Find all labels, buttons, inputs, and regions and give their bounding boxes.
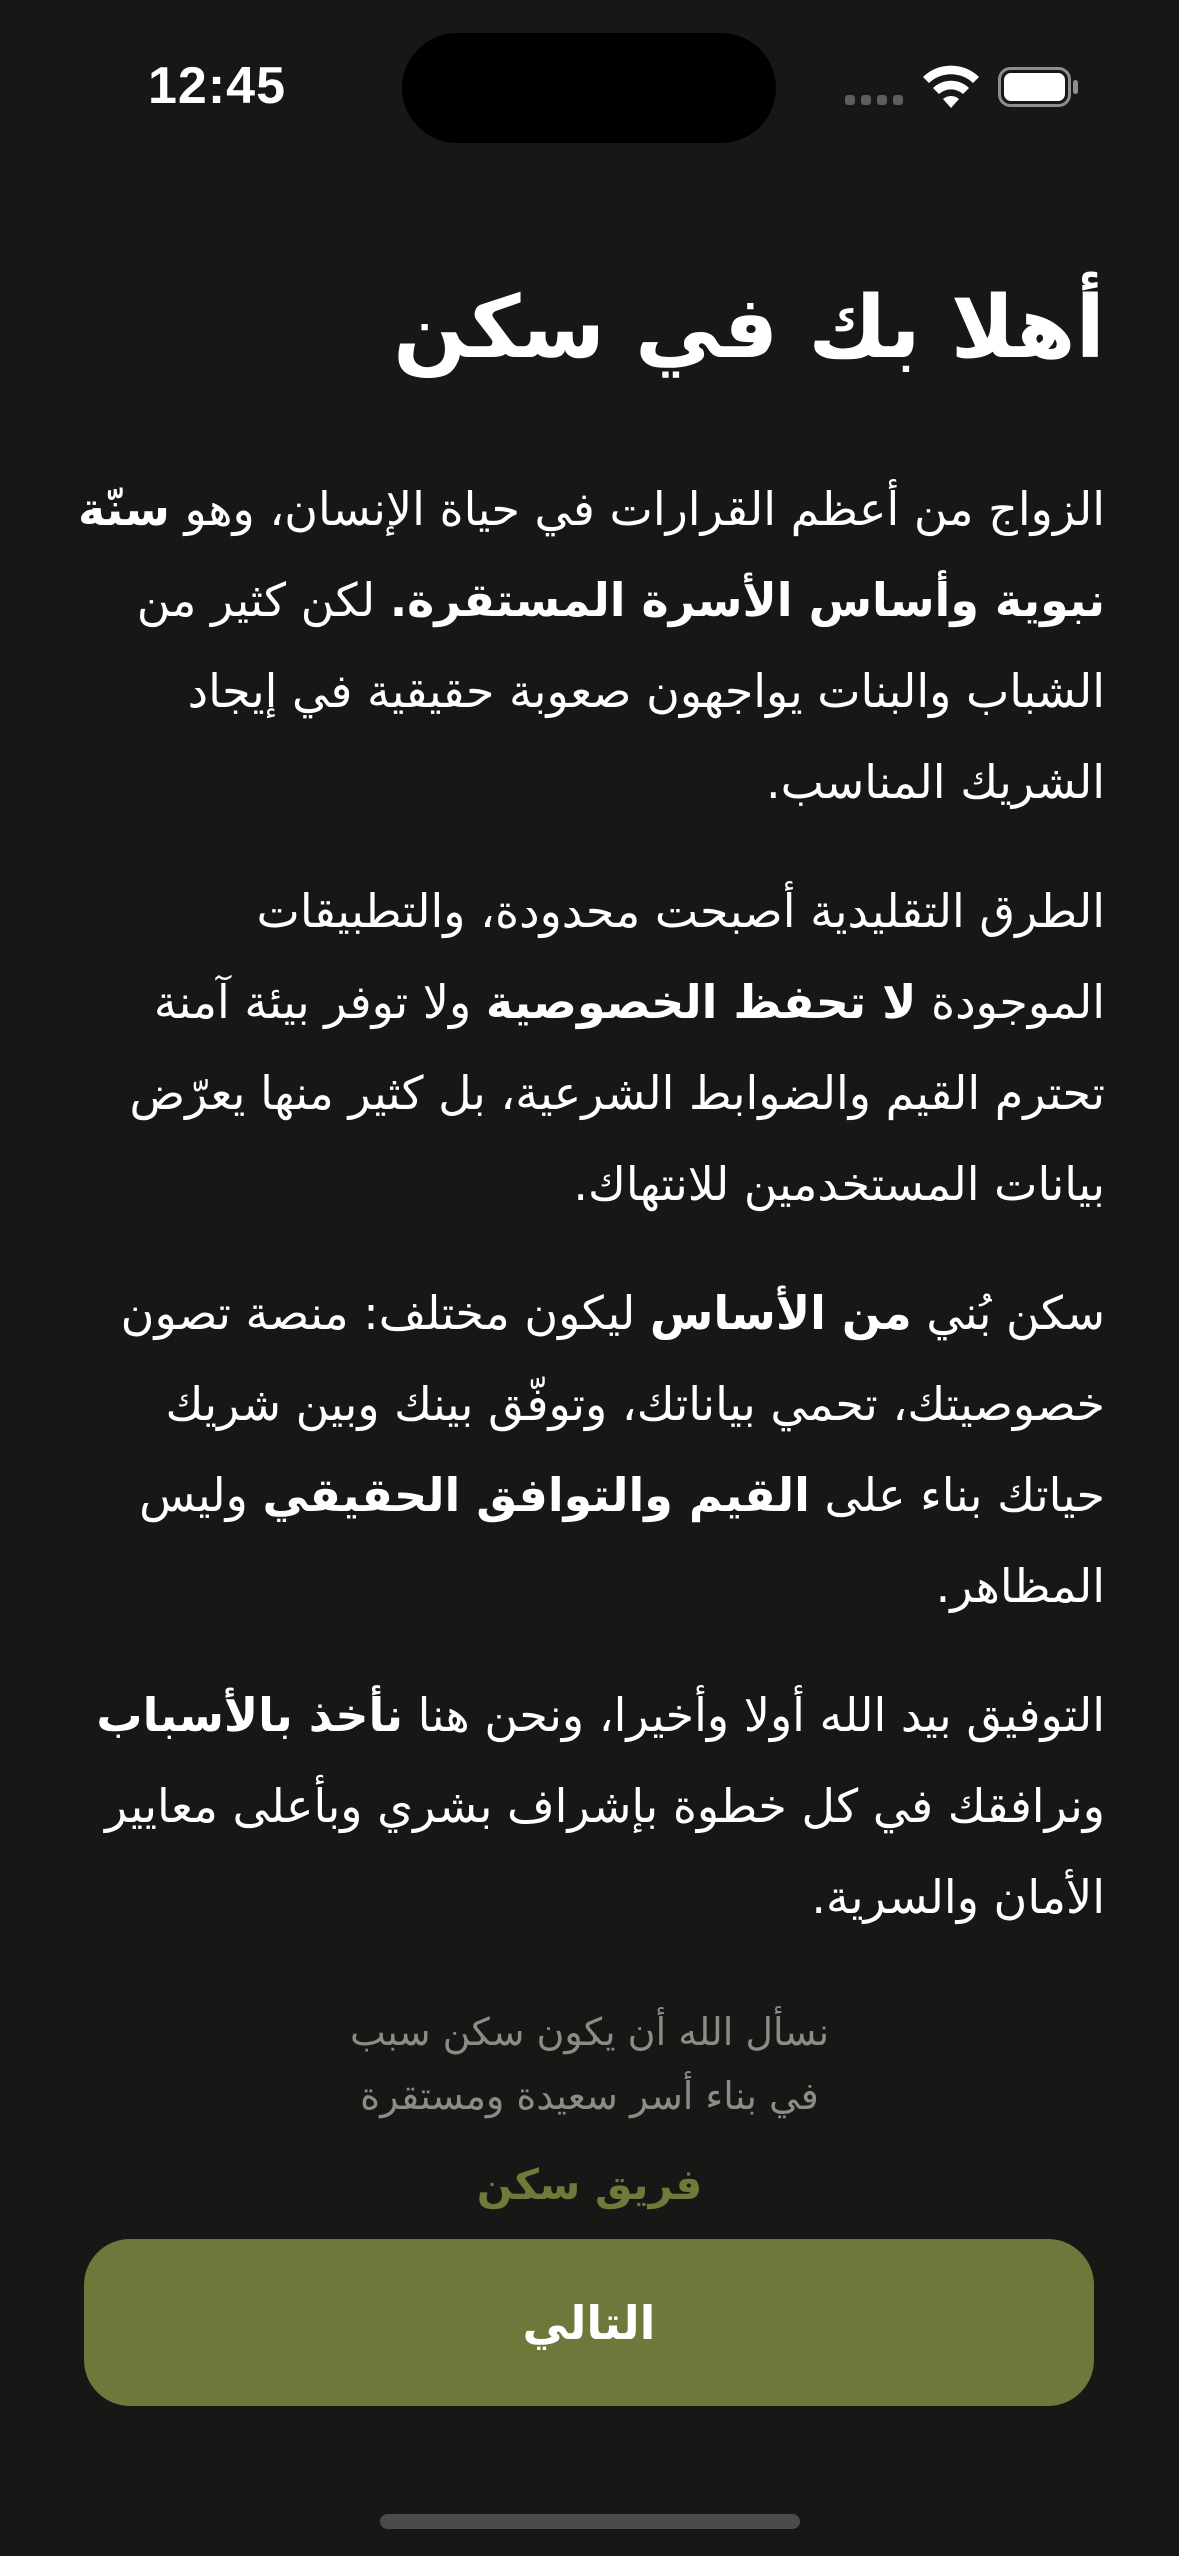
cellular-signal-icon xyxy=(845,95,905,107)
paragraph-emphasis: من الأساس xyxy=(649,1286,912,1340)
paragraph-emphasis: القيم والتوافق الحقيقي xyxy=(262,1468,810,1522)
wifi-icon xyxy=(923,64,979,110)
status-time: 12:45 xyxy=(148,57,286,115)
intro-paragraph-4 xyxy=(70,1670,1105,1943)
paragraph-text: ليكون مختلف: منصة تصون خصوصيتك، تحمي بياناتك، وتوفّق بينك وبين شريك حياتك بناء على xyxy=(120,1286,1105,1522)
next-button[interactable]: التالي xyxy=(84,2239,1094,2406)
paragraph-text: سكن بُني xyxy=(911,1286,1105,1340)
home-indicator[interactable] xyxy=(380,2514,800,2529)
page-title: أهلا بك في سكن xyxy=(393,278,1105,378)
paragraph-text: لكن كثير من الشباب والبنات يواجهون صعوبة حقيقية في إيجاد الشريك المناسب. xyxy=(136,573,1105,809)
dua-message xyxy=(0,2000,1179,2128)
dynamic-island xyxy=(402,33,776,143)
paragraph-emphasis: سنّة نبوية وأساس الأسرة المستقرة. xyxy=(77,482,1105,627)
paragraph-text: الطرق التقليدية أصبحت محدودة، والتطبيقات الموجودة xyxy=(256,884,1105,1029)
battery-icon xyxy=(998,67,1080,107)
intro-paragraph-2 xyxy=(70,866,1105,1230)
intro-paragraph-1 xyxy=(70,464,1105,828)
paragraph-text: وليس المظاهر. xyxy=(139,1468,1105,1613)
status-bar xyxy=(0,0,1179,170)
paragraph-emphasis: لا تحفظ الخصوصية xyxy=(485,975,917,1029)
paragraph-text: الزواج من أعظم القرارات في حياة الإنسان، وهو xyxy=(169,482,1105,536)
paragraph-emphasis: نأخذ بالأسباب xyxy=(96,1688,404,1742)
dua-line-2: في بناء أسر سعيدة ومستقرة xyxy=(360,2074,819,2118)
paragraph-text: ونرافقك في كل خطوة بإشراف بشري وبأعلى معايير الأمان والسرية. xyxy=(104,1779,1105,1924)
dua-line-1: نسأل الله أن يكون سكن سبب xyxy=(349,2010,830,2054)
intro-paragraph-3 xyxy=(70,1268,1105,1632)
paragraph-text: التوفيق بيد الله أولا وأخيرا، ونحن هنا xyxy=(403,1688,1105,1742)
paragraph-text: ولا توفر بيئة آمنة تحترم القيم والضوابط الشرعية، بل كثير منها يعرّض بيانات المستخدمين للانتهاك. xyxy=(129,975,1105,1211)
team-signature: فريق سكن xyxy=(476,2160,703,2209)
